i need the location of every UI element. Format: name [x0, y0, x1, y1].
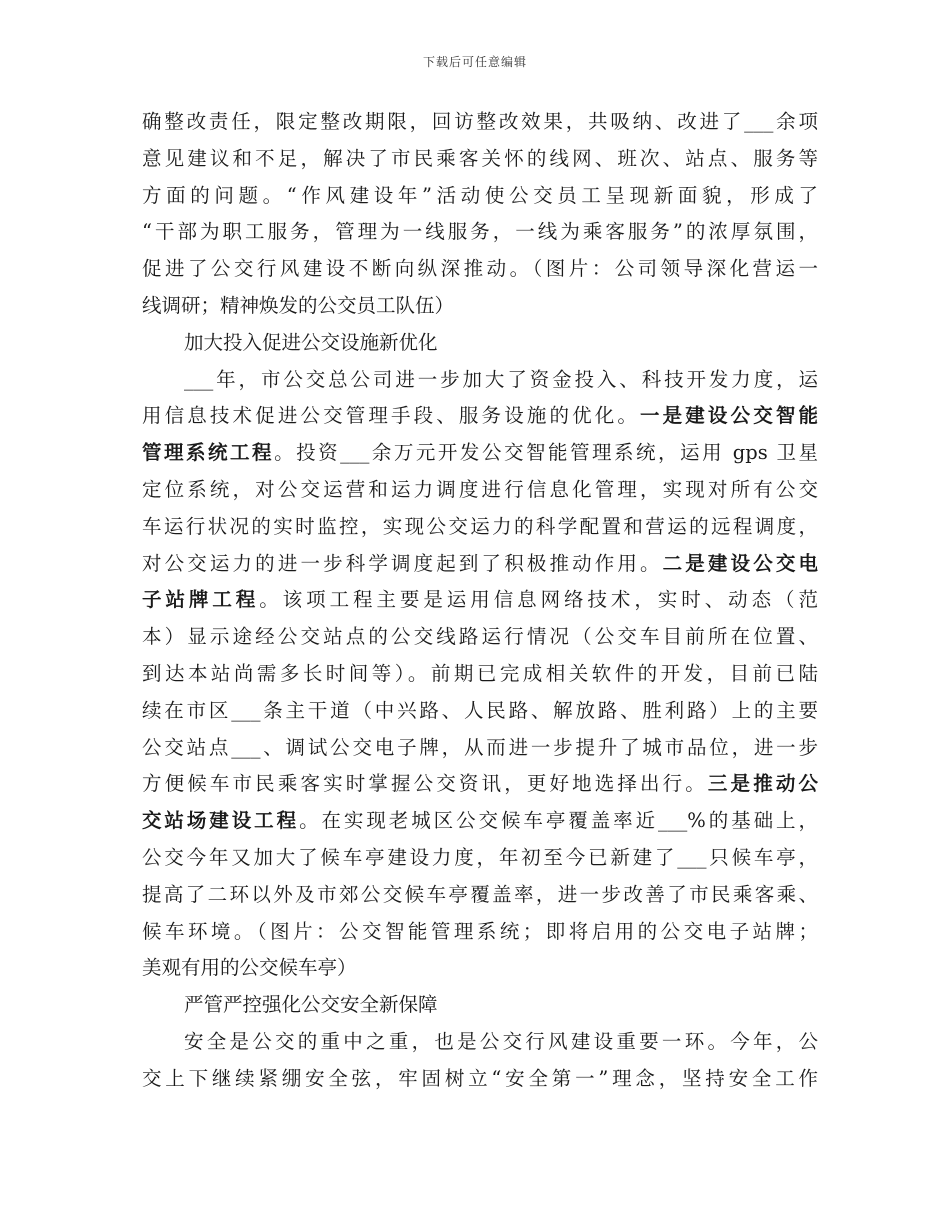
text-line	[142, 362, 818, 399]
text-segment: 。该项工程主要是运用信息网络技术，实时、动态（范	[259, 588, 818, 612]
text-line	[142, 104, 818, 141]
text-segment: 促进了公交行风建设不断向纵深推动。（图片：公司领导深化营运一	[142, 257, 818, 281]
text-segment: 线调研；精神焕发的公交员工队伍）	[142, 293, 455, 317]
text-line	[142, 1024, 818, 1061]
text-segment: “干部为职工服务，管理为一线服务，一线为乘客服务”的浓厚氛围，	[142, 220, 818, 244]
text-segment: 到达本站尚需多长时间等）。前期已完成相关软件的开发，目前已陆	[142, 661, 818, 685]
bold-text-segment: 管理系统工程	[142, 441, 275, 465]
text-segment: 。投资___余万元开发公交智能管理系统，运用 gps 卫星	[274, 441, 818, 465]
text-line	[142, 546, 818, 583]
bold-text-segment: 二是建设公交电	[662, 551, 818, 575]
text-segment: 候车环境。（图片：公交智能管理系统；即将启用的公交电子站牌；	[142, 919, 818, 943]
bold-text-segment: 三是推动公	[707, 772, 818, 796]
text-segment: 续在市区___条主干道（中兴路、人民路、解放路、胜利路）上的主要	[142, 698, 818, 722]
text-segment: 加大投入促进公交设施新优化	[184, 330, 438, 354]
bold-text-segment: 一是建设公交智能	[640, 404, 818, 428]
text-line	[142, 766, 818, 803]
text-line	[142, 435, 818, 472]
text-line	[142, 877, 818, 914]
page-header: 下载后可任意编辑	[422, 55, 527, 69]
text-line	[142, 214, 818, 251]
text-segment: 提高了二环以外及市郊公交候车亭覆盖率，进一步改善了市民乘客乘、	[142, 882, 818, 906]
text-line	[142, 914, 818, 951]
text-segment: 对公交运力的进一步科学调度起到了积极推动作用。	[142, 551, 663, 575]
text-segment: 确整改责任，限定整改期限，回访整改效果，共吸纳、改进了___余项	[142, 110, 818, 133]
text-segment: 方面的问题。“作风建设年”活动使公交员工呈现新面貌，形成了	[142, 183, 818, 207]
text-line	[142, 398, 818, 435]
text-segment: 意见建议和不足，解决了市民乘客关怀的线网、班次、站点、服务等	[142, 146, 818, 170]
text-segment: 车运行状况的实时监控，实现公交运力的科学配置和营运的远程调度，	[142, 514, 818, 538]
text-line	[142, 656, 818, 693]
text-segment: ___年，市公交总公司进一步加大了资金投入、科技开发力度，运	[184, 367, 818, 391]
text-line	[142, 693, 818, 730]
text-line	[142, 730, 818, 767]
text-line	[142, 582, 818, 619]
text-line	[142, 950, 818, 987]
text-line	[142, 509, 818, 546]
text-segment: 美观有用的公交候车亭）	[142, 956, 357, 980]
text-line	[142, 141, 818, 178]
text-line	[142, 803, 818, 840]
text-segment: 方便候车市民乘客实时掌握公交资讯，更好地选择出行。	[142, 772, 708, 796]
text-line	[142, 472, 818, 509]
text-segment: 本）显示途经公交站点的公交线路运行情况（公交车目前所在位置、	[142, 625, 818, 649]
text-line	[142, 325, 818, 362]
text-line	[142, 178, 818, 215]
text-segment: 用信息技术促进公交管理手段、服务设施的优化。	[142, 404, 641, 428]
document-body	[142, 104, 818, 1098]
bold-text-segment: 交站场建设工程	[142, 809, 300, 833]
text-line	[142, 1061, 818, 1098]
text-line	[142, 987, 818, 1024]
bold-text-segment: 子站牌工程	[142, 588, 260, 612]
text-line	[142, 251, 818, 288]
text-segment: 公交今年又加大了候车亭建设力度，年初至今已新建了___只候车亭，	[142, 845, 818, 869]
text-segment: 定位系统，对公交运营和运力调度进行信息化管理，实现对所有公交	[142, 477, 818, 501]
text-line	[142, 840, 818, 877]
text-line	[142, 288, 818, 325]
text-segment: 交上下继续紧绷安全弦，牢固树立“安全第一”理念，坚持安全工作	[142, 1066, 818, 1090]
text-segment: 安全是公交的重中之重，也是公交行风建设重要一环。今年，公	[184, 1029, 818, 1053]
text-segment: 。在实现老城区公交候车亭覆盖率近___%的基础上，	[299, 809, 818, 833]
text-line	[142, 619, 818, 656]
text-segment: 严管严控强化公交安全新保障	[184, 993, 438, 1017]
text-segment: 公交站点___、调试公交电子牌，从而进一步提升了城市品位，进一步	[142, 735, 818, 759]
